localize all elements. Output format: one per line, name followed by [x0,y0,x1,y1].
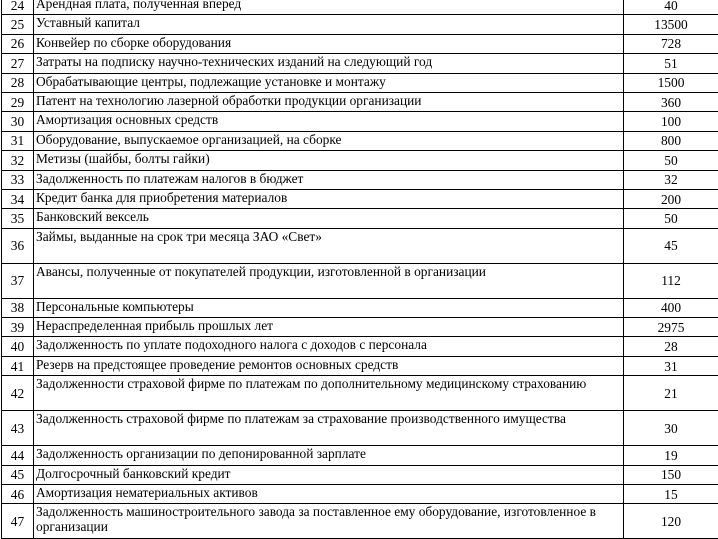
row-value: 32 [624,170,718,189]
row-number: 25 [2,15,34,34]
table-row [2,15,718,34]
row-description: Амортизация основных средств [34,112,624,131]
table-row [2,376,718,411]
row-value: 50 [624,151,718,170]
row-number: 26 [2,34,34,53]
row-description: Задолженность по уплате подоходного налога с доходов с персонала [34,337,624,356]
row-description: Персональные компьютеры [34,298,624,317]
table-row [2,209,718,228]
row-description: Конвейер по сборке оборудования [34,34,624,53]
row-description: Оборудование, выпускаемое организацией, на сборке [34,131,624,150]
table-row [2,170,718,189]
row-number: 27 [2,54,34,73]
table-row [2,411,718,446]
table-row [2,92,718,111]
row-number: 33 [2,170,34,189]
row-description: Займы, выданные на срок три месяца ЗАО «Свет» [34,228,624,263]
table-row [2,337,718,356]
row-value: 15 [624,485,718,504]
row-value: 45 [624,228,718,263]
row-value: 40 [624,0,718,15]
row-value: 112 [624,263,718,298]
row-description: Задолженность страховой фирме по платежам за страхование производственного имущества [34,411,624,446]
row-number: 39 [2,318,34,337]
row-value: 2975 [624,318,718,337]
row-value: 30 [624,411,718,446]
table-row [2,465,718,484]
row-value: 100 [624,112,718,131]
row-value: 150 [624,465,718,484]
row-value: 31 [624,356,718,375]
row-value: 13500 [624,15,718,34]
row-description: Метизы (шайбы, болты гайки) [34,151,624,170]
items-table-body [2,0,718,539]
row-number: 37 [2,263,34,298]
table-row [2,298,718,317]
table-row [2,504,718,539]
row-description: Банковский вексель [34,209,624,228]
row-description: Патент на технологию лазерной обработки продукции организации [34,92,624,111]
row-description: Амортизация нематериальных активов [34,485,624,504]
row-number: 42 [2,376,34,411]
row-description: Арендная плата, полученная вперед [34,0,624,15]
table-row [2,356,718,375]
row-number: 45 [2,465,34,484]
row-number: 28 [2,73,34,92]
table-row [2,446,718,465]
row-number: 46 [2,485,34,504]
table-row [2,112,718,131]
row-number: 30 [2,112,34,131]
row-number: 29 [2,92,34,111]
row-number: 43 [2,411,34,446]
row-value: 800 [624,131,718,150]
row-value: 51 [624,54,718,73]
table-row [2,485,718,504]
row-number: 32 [2,151,34,170]
row-description: Задолженность машиностроительного завода за поставленное ему оборудование, изготовленное в организации [34,504,624,539]
table-row [2,318,718,337]
table-row [2,0,718,15]
row-number: 38 [2,298,34,317]
table-row [2,189,718,208]
row-value: 1500 [624,73,718,92]
row-description: Долгосрочный банковский кредит [34,465,624,484]
row-value: 728 [624,34,718,53]
row-value: 120 [624,504,718,539]
row-value: 19 [624,446,718,465]
row-description: Обрабатывающие центры, подлежащие установке и монтажу [34,73,624,92]
row-number: 36 [2,228,34,263]
table-row [2,54,718,73]
row-value: 360 [624,92,718,111]
row-number: 31 [2,131,34,150]
row-value: 21 [624,376,718,411]
row-number: 24 [2,0,34,15]
row-description: Резерв на предстоящее проведение ремонтов основных средств [34,356,624,375]
row-value: 200 [624,189,718,208]
row-value: 400 [624,298,718,317]
table-row [2,263,718,298]
table-row [2,34,718,53]
table-row [2,131,718,150]
table-row [2,228,718,263]
row-description: Уставный капитал [34,15,624,34]
row-number: 34 [2,189,34,208]
row-number: 47 [2,504,34,539]
row-description: Задолженность по платежам налогов в бюджет [34,170,624,189]
row-description: Кредит банка для приобретения материалов [34,189,624,208]
table-row [2,151,718,170]
row-description: Задолженность организации по депонированной зарплате [34,446,624,465]
row-number: 44 [2,446,34,465]
row-number: 41 [2,356,34,375]
items-table [1,0,718,539]
row-number: 35 [2,209,34,228]
row-number: 40 [2,337,34,356]
row-description: Нераспределенная прибыль прошлых лет [34,318,624,337]
row-description: Затраты на подписку научно-технических изданий на следующий год [34,54,624,73]
row-description: Авансы, полученные от покупателей продукции, изготовленной в организации [34,263,624,298]
row-description: Задолженности страховой фирме по платежам по дополнительному медицинскому страхованию [34,376,624,411]
row-value: 50 [624,209,718,228]
table-row [2,73,718,92]
row-value: 28 [624,337,718,356]
